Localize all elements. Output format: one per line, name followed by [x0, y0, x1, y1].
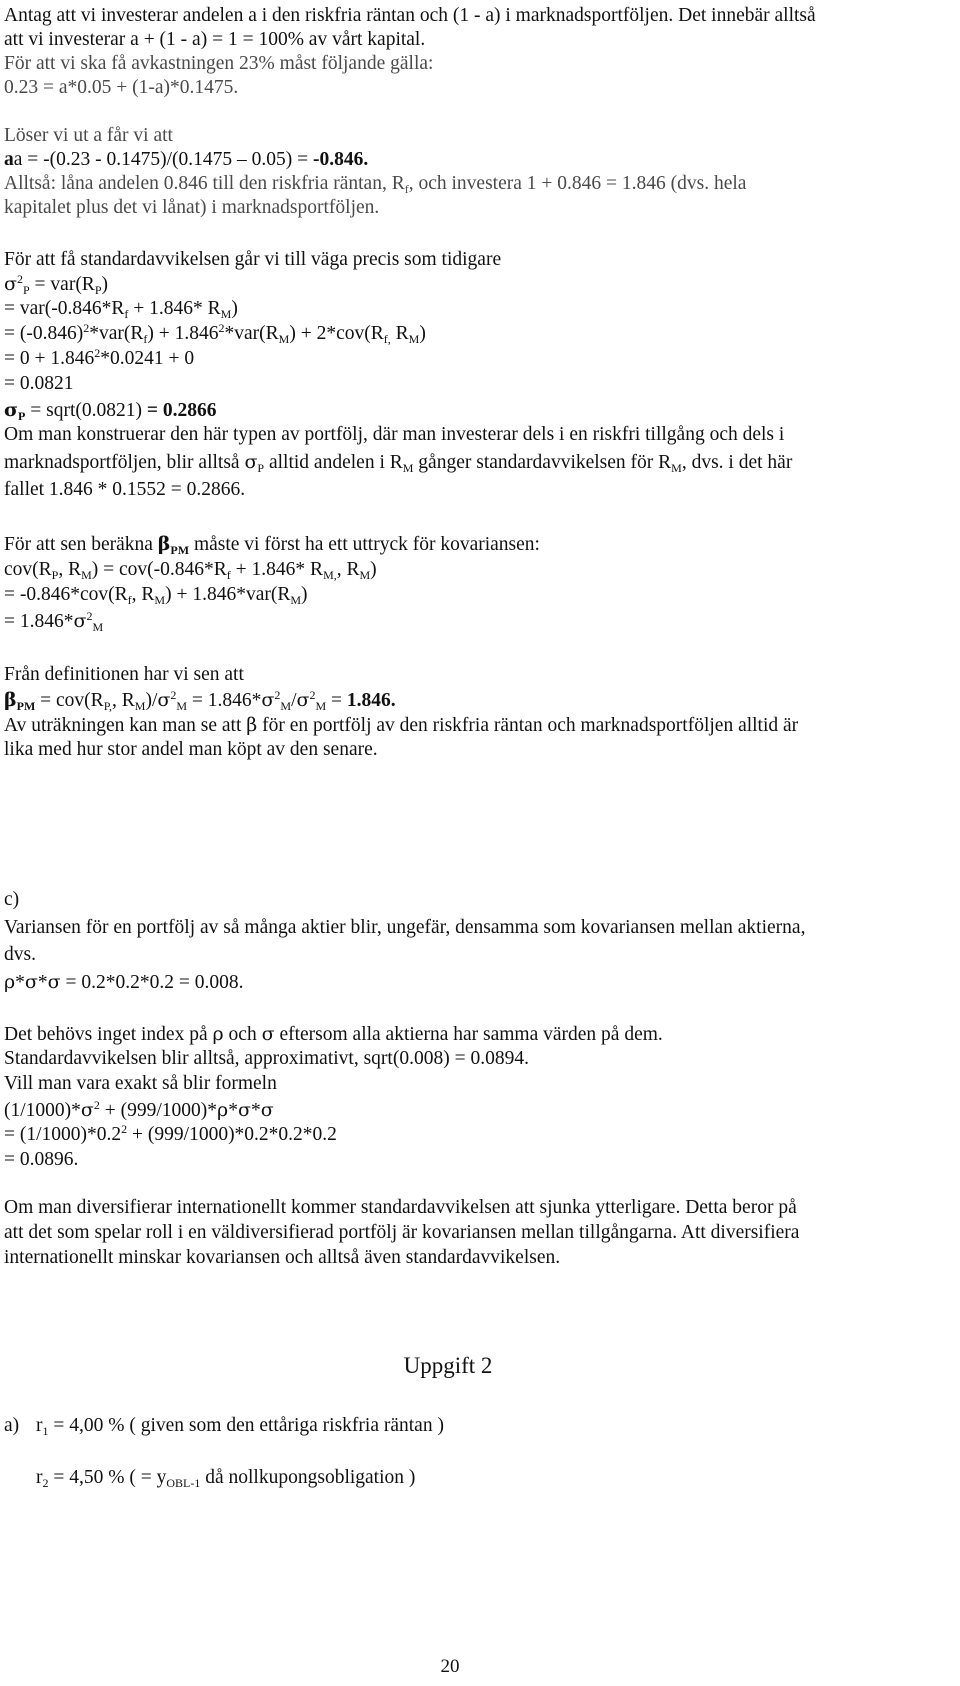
equation-line — [4, 148, 368, 172]
text-line: lika med hur stor andel man köpt av den senare. — [4, 739, 378, 760]
text-line: kapitalet plus det vi lånat) i marknadsportföljen. — [4, 197, 380, 218]
equation-line: $cov(R_P$, $R_M) = cov(-0.846*R_f + 1.846*$ $R_{M,}$, $R_M$) — [4, 559, 377, 582]
text-line: Om man konstruerar den här typen av portfölj, där man investerar dels i en riskfri tillgång och dels i — [4, 424, 785, 445]
section-heading: Uppgift 2 — [403, 1353, 493, 1378]
equation-result: = 0.2866 — [146, 400, 217, 421]
text-line: Alltså: låna andelen 0.846 till den riskfria räntan, $R_f$, och investera 1 + 0.846 = 1.846 (dvs. hela — [4, 173, 747, 196]
equation-line: = $0 + 1.846^2*0.0241 + 0$ — [4, 346, 195, 369]
equation-line: $\sigma_P$ = sqrt(0.0821) = 0.2866 — [4, 399, 217, 423]
text-line: Det behövs inget index på ρ och σ eftersom alla aktierna har samma värden på dem. — [4, 1023, 663, 1045]
equation-line: $(1/1000)*\sigma^2 + (999/1000)*\rho*\sigma*\sigma$ — [4, 1098, 274, 1121]
text-line: Antag att vi investerar andelen a i den riskfria räntan och (1 - a) i marknadsportföljen. Det innebär alltså — [4, 5, 816, 26]
text-line: att vi investerar a + (1 - a) = 1 = 100% av vårt kapital. — [4, 29, 426, 50]
text-line: dvs. — [4, 944, 36, 965]
text-line: För att vi ska få avkastningen 23% måst följande gälla: — [4, 53, 434, 74]
page-number: 20 — [440, 1656, 460, 1677]
text-line: För att få standardavvikelsen går vi till väga precis som tidigare — [4, 249, 502, 270]
equation-line: = $-0.846*cov(R_f$, $R_M) + 1.846*var(R_M)$ — [4, 584, 308, 607]
equation-line: = $var(-0.846*R_f + 1.846*$ $R_M$) — [4, 298, 238, 321]
equation-line: = 0.0821 — [4, 373, 74, 394]
equation-line: = $1.846*\sigma^2_M$ — [4, 609, 104, 634]
text-line: Variansen för en portfölj av så många aktier blir, ungefär, densamma som kovariansen mellan aktierna, — [4, 917, 806, 938]
section-label: c) — [4, 889, 20, 910]
text-line: att det som spelar roll i en väldiversifierad portfölj är kovariansen mellan tillgångarna. Att diversifiera — [4, 1222, 800, 1243]
sigma-symbol: σ — [4, 399, 19, 421]
equation-line: $\sigma^2_P = var(R_P)$ — [4, 272, 109, 297]
text-line: Om man diversifierar internationellt kommer standardavvikelsen att sjunka ytterligare. Detta beror på — [4, 1197, 797, 1218]
item-label: a) — [4, 1415, 20, 1436]
equation-line: $r_1 = 4,00$ % ( given som den ettåriga riskfria räntan ) — [36, 1415, 444, 1438]
equation-line: = $(-0.846)^2*var(R_f) + 1.846^2*var(R_M) + 2*cov(R_{f,}$ $R_M$) — [4, 321, 426, 346]
text-line: Löser vi ut a får vi att — [4, 125, 173, 146]
variable-a: a — [4, 149, 14, 170]
text-line: internationellt minskar kovariansen och alltså även standardavvikelsen. — [4, 1247, 561, 1268]
text-line: fallet 1.846 * 0.1552 = 0.2866. — [4, 479, 246, 500]
punct: . — [363, 149, 369, 170]
equation-line: = $(1/1000)*0.2^2 + (999/1000)*0.2*0.2*0.2$ — [4, 1122, 337, 1145]
text-line: Från definitionen har vi sen att — [4, 664, 244, 685]
text-line: marknadsportföljen, blir alltså $\sigma_P$ alltid andelen i $R_M$ gånger standardavvikelsen för $R_M$, dvs. i det här — [4, 451, 793, 475]
text-line: 0.23 = a*0.05 + (1-a)*0.1475. — [4, 77, 239, 98]
equation-result: -0.846 — [313, 149, 364, 170]
sigma-symbol: σ — [4, 273, 17, 295]
beta-symbol: β — [157, 533, 171, 555]
text-line: Standardavvikelsen blir alltså, approximativt, sqrt(0.008) = 0.0894. — [4, 1048, 529, 1069]
list-item — [4, 1414, 19, 1438]
text-line: För att sen beräkna $\beta_{PM}$ måste vi först ha ett uttryck för kovariansen: — [4, 533, 540, 557]
equation-line: ρ*σ*σ = 0.2*0.2*0.2 = 0.008. — [4, 971, 244, 993]
text-line: Vill man vara exakt så blir formeln — [4, 1073, 277, 1094]
equation-line: $r_2 = 4,50$ % ( = $y_{OBL-1}$ då nollkupongsobligation ) — [36, 1467, 416, 1490]
text-line: Av uträkningen kan man se att β för en portfölj av den riskfria räntan och marknadsportföljen alltid är — [4, 714, 799, 736]
rho-symbol: ρ — [4, 971, 16, 993]
equation-result: 1.846 — [346, 690, 391, 711]
equation-text: a = -(0.23 - 0.1475)/(0.1475 – 0.05) = — [13, 149, 314, 170]
equation-line: $\beta_{PM} = cov(R_{P,}$, $R_M)/\sigma^2_M = 1.846*\sigma^2_M/\sigma^2_M = 1.846$. — [4, 688, 396, 713]
equation-line: = 0.0896. — [4, 1149, 79, 1170]
